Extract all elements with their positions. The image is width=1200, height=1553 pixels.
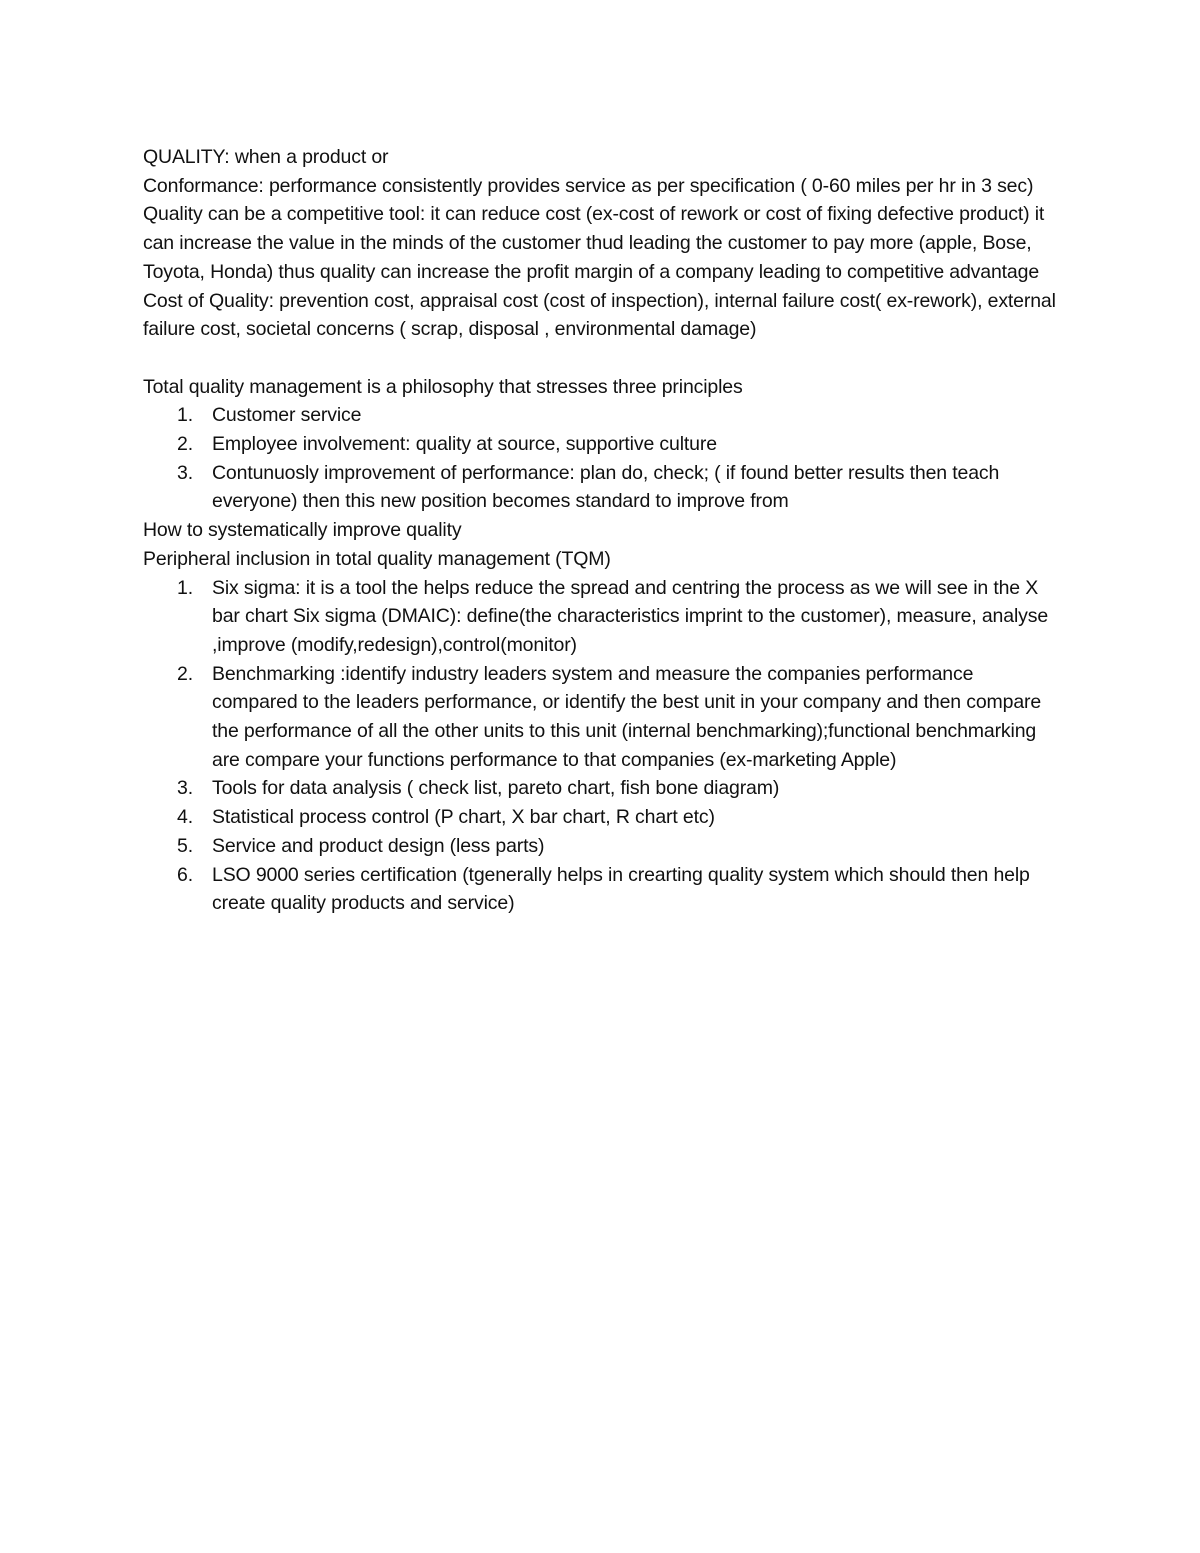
list-item-number: 4.: [177, 806, 193, 829]
list-item-text: Statistical process control (P chart, X bar chart, R chart etc): [212, 806, 715, 829]
competitive-tool-paragraph: Quality can be a competitive tool: it can reduce cost (ex-cost of rework or cost of fixing defective product) it can increase the value in the minds of the customer thud leading the customer to pay more (apple, Bose, Toyota, Honda) thus quality can increase the profit margin of a company leading to competitive advantage: [143, 203, 1045, 283]
list-item-number: 3.: [177, 777, 193, 800]
list-item-text: Customer service: [212, 404, 362, 427]
improve-heading: How to systematically improve quality: [143, 519, 462, 542]
list-item-text: Tools for data analysis ( check list, pareto chart, fish bone diagram): [212, 777, 780, 800]
list-item: [177, 401, 1063, 430]
list-item-text: Employee involvement: quality at source, supportive culture: [212, 433, 717, 456]
list-item-number: 1.: [177, 404, 193, 427]
list-item: [177, 574, 1063, 660]
list-item: [177, 774, 1063, 803]
list-item-number: 6.: [177, 863, 193, 886]
list-item-number: 2.: [177, 662, 193, 685]
list-item-number: 3.: [177, 461, 193, 484]
list-item-number: 5.: [177, 834, 193, 857]
list-item-number: 2.: [177, 433, 193, 456]
tqm-principles-list: [143, 401, 1063, 516]
blank-line: [143, 344, 1063, 373]
list-item-text: LSO 9000 series certification (tgenerally helps in crearting quality system which should then help create quality products and service): [212, 863, 1030, 915]
document-body: [143, 143, 1063, 918]
conformance-paragraph: Conformance: performance consistently provides service as per specification ( 0-60 miles per hr in 3 sec): [143, 174, 1034, 197]
list-item: [177, 832, 1063, 861]
cost-of-quality-paragraph: Cost of Quality: prevention cost, appraisal cost (cost of inspection), internal failure cost( ex-rework), external failure cost, societal concerns ( scrap, disposal , environmental damage): [143, 289, 1056, 341]
list-item: [177, 430, 1063, 459]
peripheral-items-list: [143, 574, 1063, 918]
list-item: [177, 459, 1063, 516]
list-item-text: Contunuosly improvement of performance: plan do, check; ( if found better results then teach everyone) then this new position becomes standard to improve from: [212, 461, 1000, 513]
peripheral-heading: Peripheral inclusion in total quality management (TQM): [143, 547, 611, 570]
list-item: [177, 803, 1063, 832]
list-item-text: Service and product design (less parts): [212, 834, 545, 857]
list-item: [177, 861, 1063, 918]
list-item-text: Six sigma: it is a tool the helps reduce the spread and centring the process as we will see in the X bar chart Six sigma (DMAIC): define(the characteristics imprint to the customer), measure, analyse ,improve (modify,redesign),control(monitor): [212, 576, 1049, 656]
list-item-number: 1.: [177, 576, 193, 599]
tqm-heading: Total quality management is a philosophy that stresses three principles: [143, 375, 743, 398]
list-item-text: Benchmarking :identify industry leaders system and measure the companies performance compared to the leaders performance, or identify the best unit in your company and then compare the performance of all the other units to this unit (internal benchmarking);functional benchmarking are compare your functions performance to that companies (ex-marketing Apple): [212, 662, 1042, 771]
list-item: [177, 660, 1063, 775]
quality-definition: QUALITY: when a product or: [143, 146, 389, 168]
